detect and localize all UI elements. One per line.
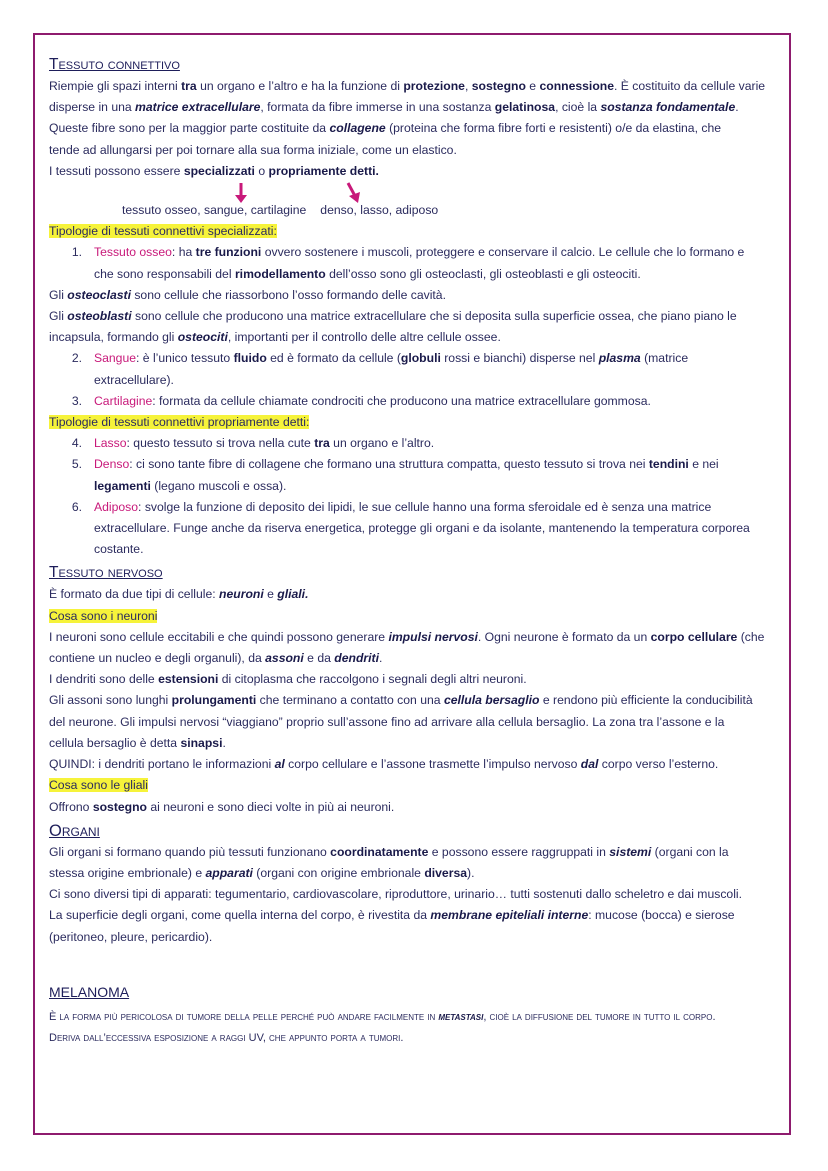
- paragraph: tende ad allungarsi per poi tornare alla sua forma iniziale, come un elastico.: [49, 142, 457, 157]
- arrow-down-right-icon: [344, 182, 364, 204]
- paragraph: I neuroni sono cellule eccitabili e che quindi possono generare impulsi nervosi. Ogni neurone è formato da un corpo cellulare (che: [49, 629, 765, 644]
- paragraph: Queste fibre sono per la maggior parte costituite da collagene (proteina che forma fibre forti e resistenti) o/e da elastina, che: [49, 121, 722, 136]
- list-item: 4. Lasso: questo tessuto si trova nella cute tra un organo e l’altro.: [71, 436, 435, 451]
- paragraph: QUINDI: i dendriti portano le informazioni al corpo cellulare e l’assone trasmette l’impulso nervoso dal corpo verso l’esterno.: [49, 757, 719, 772]
- section-title-organi: Organi: [49, 821, 100, 840]
- paragraph: disperse in una matrice extracellulare, formata da fibre immerse in una sostanza gelatinosa, cioè la sostanza fondamentale.: [49, 100, 739, 115]
- subheading: Tipologie di tessuti connettivi propriamente detti:: [49, 415, 310, 430]
- paragraph: Gli osteoblasti sono cellule che producono una matrice extracellulare che si deposita sulla superficie ossea, che piano piano le: [49, 309, 737, 324]
- paragraph: Deriva dall’eccessiva esposizione a raggi UV, che appunto porta a tumori.: [49, 1031, 404, 1044]
- paragraph: Ci sono diversi tipi di apparati: tegumentario, cardiovascolare, riproduttore, urinario… tutti sostenuti dallo scheletro e dai muscoli.: [49, 887, 742, 902]
- arrow-down-icon: [234, 182, 248, 204]
- paragraph: Offrono sostegno ai neuroni e sono dieci volte in più ai neuroni.: [49, 799, 395, 814]
- document-body: [49, 52, 779, 1049]
- subheading: Cosa sono i neuroni: [49, 608, 158, 623]
- section-title-melanoma: MELANOMA: [49, 983, 130, 1000]
- label-specializzati: tessuto osseo, sangue, cartilagine: [122, 203, 307, 218]
- subheading: Cosa sono le gliali: [49, 778, 148, 793]
- subheading: Tipologie di tessuti connettivi specializzati:: [49, 224, 277, 239]
- section-title-nervoso: Tessuto nervoso: [49, 564, 163, 582]
- paragraph: contiene un nucleo e degli organuli), da assoni e da dendriti.: [49, 651, 383, 666]
- paragraph: (peritoneo, pleure, pericardio).: [49, 929, 213, 944]
- paragraph: I dendriti sono delle estensioni di citoplasma che raccolgono i segnali degli altri neuroni.: [49, 672, 527, 687]
- paragraph: Gli assoni sono lunghi prolungamenti che terminano a contatto con una cellula bersaglio e rendono più efficiente la conducibilità: [49, 693, 753, 708]
- paragraph: Gli organi si formano quando più tessuti funzionano coordinatamente e possono essere raggruppati in sistemi (organi con la: [49, 844, 729, 859]
- list-item: 1. Tessuto osseo: ha tre funzioni ovvero sostenere i muscoli, proteggere e conservare il calcio. Le cellule che lo formano e che sono responsabili del rimodellamento dell’osso sono gli osteoclasti, gli osteoblasti e gli osteociti.: [71, 245, 745, 281]
- label-propriamente-detti: denso, lasso, adiposo: [320, 203, 439, 218]
- list-item: 2. Sangue: è l’unico tessuto fluido ed è formato da cellule (globuli rossi e bianchi) disperse nel plasma (matrice extracellulare).: [71, 351, 689, 387]
- section-title-connettivo: Tessuto connettivo: [49, 56, 180, 73]
- paragraph: del neurone. Gli impulsi nervosi “viaggiano” proprio sull’assone fino ad arrivare alla cellula bersaglio. La zona tra l’assone e la: [49, 714, 725, 729]
- paragraph: È la forma più pericolosa di tumore della pelle perché può andare facilmente in metastasi, cioè la diffusione del tumore in tutto il corpo.: [49, 1010, 716, 1023]
- paragraph: Riempie gli spazi interni tra un organo e l’altro e ha la funzione di protezione, sostegno e connessione. È costituito da cellule varie: [49, 79, 766, 93]
- paragraph: È formato da due tipi di cellule: neuroni e gliali.: [49, 587, 309, 602]
- paragraph: incapsula, formando gli osteociti, importanti per il controllo delle altre cellule ossee.: [49, 330, 501, 345]
- paragraph: cellula bersaglio è detta sinapsi.: [49, 735, 226, 750]
- list-item: 5. Denso: ci sono tante fibre di collagene che formano una struttura compatta, questo tessuto si trova nei tendini e nei legamenti (legano muscoli e ossa).: [71, 457, 719, 493]
- paragraph: I tessuti possono essere specializzati o propriamente detti.: [49, 163, 379, 178]
- paragraph: Gli osteoclasti sono cellule che riassorbono l’osso formando delle cavità.: [49, 287, 446, 302]
- list-item: 3. Cartilagine: formata da cellule chiamate condrociti che producono una matrice extracellulare gommosa.: [71, 393, 651, 408]
- list-item: 6. Adiposo: svolge la funzione di deposito dei lipidi, le sue cellule hanno una forma sferoidale ed è senza una matrice extracellulare. Funge anche da riserva energetica, protegge gli organi e da isolante, mantenendo la temperatura corporea costante.: [71, 499, 750, 557]
- paragraph: stessa origine embrionale) e apparati (organi con origine embrionale diversa).: [49, 865, 475, 880]
- paragraph: La superficie degli organi, come quella interna del corpo, è rivestita da membrane epiteliali interne: mucose (bocca) e sierose: [49, 908, 735, 923]
- arrow-row: [49, 182, 779, 204]
